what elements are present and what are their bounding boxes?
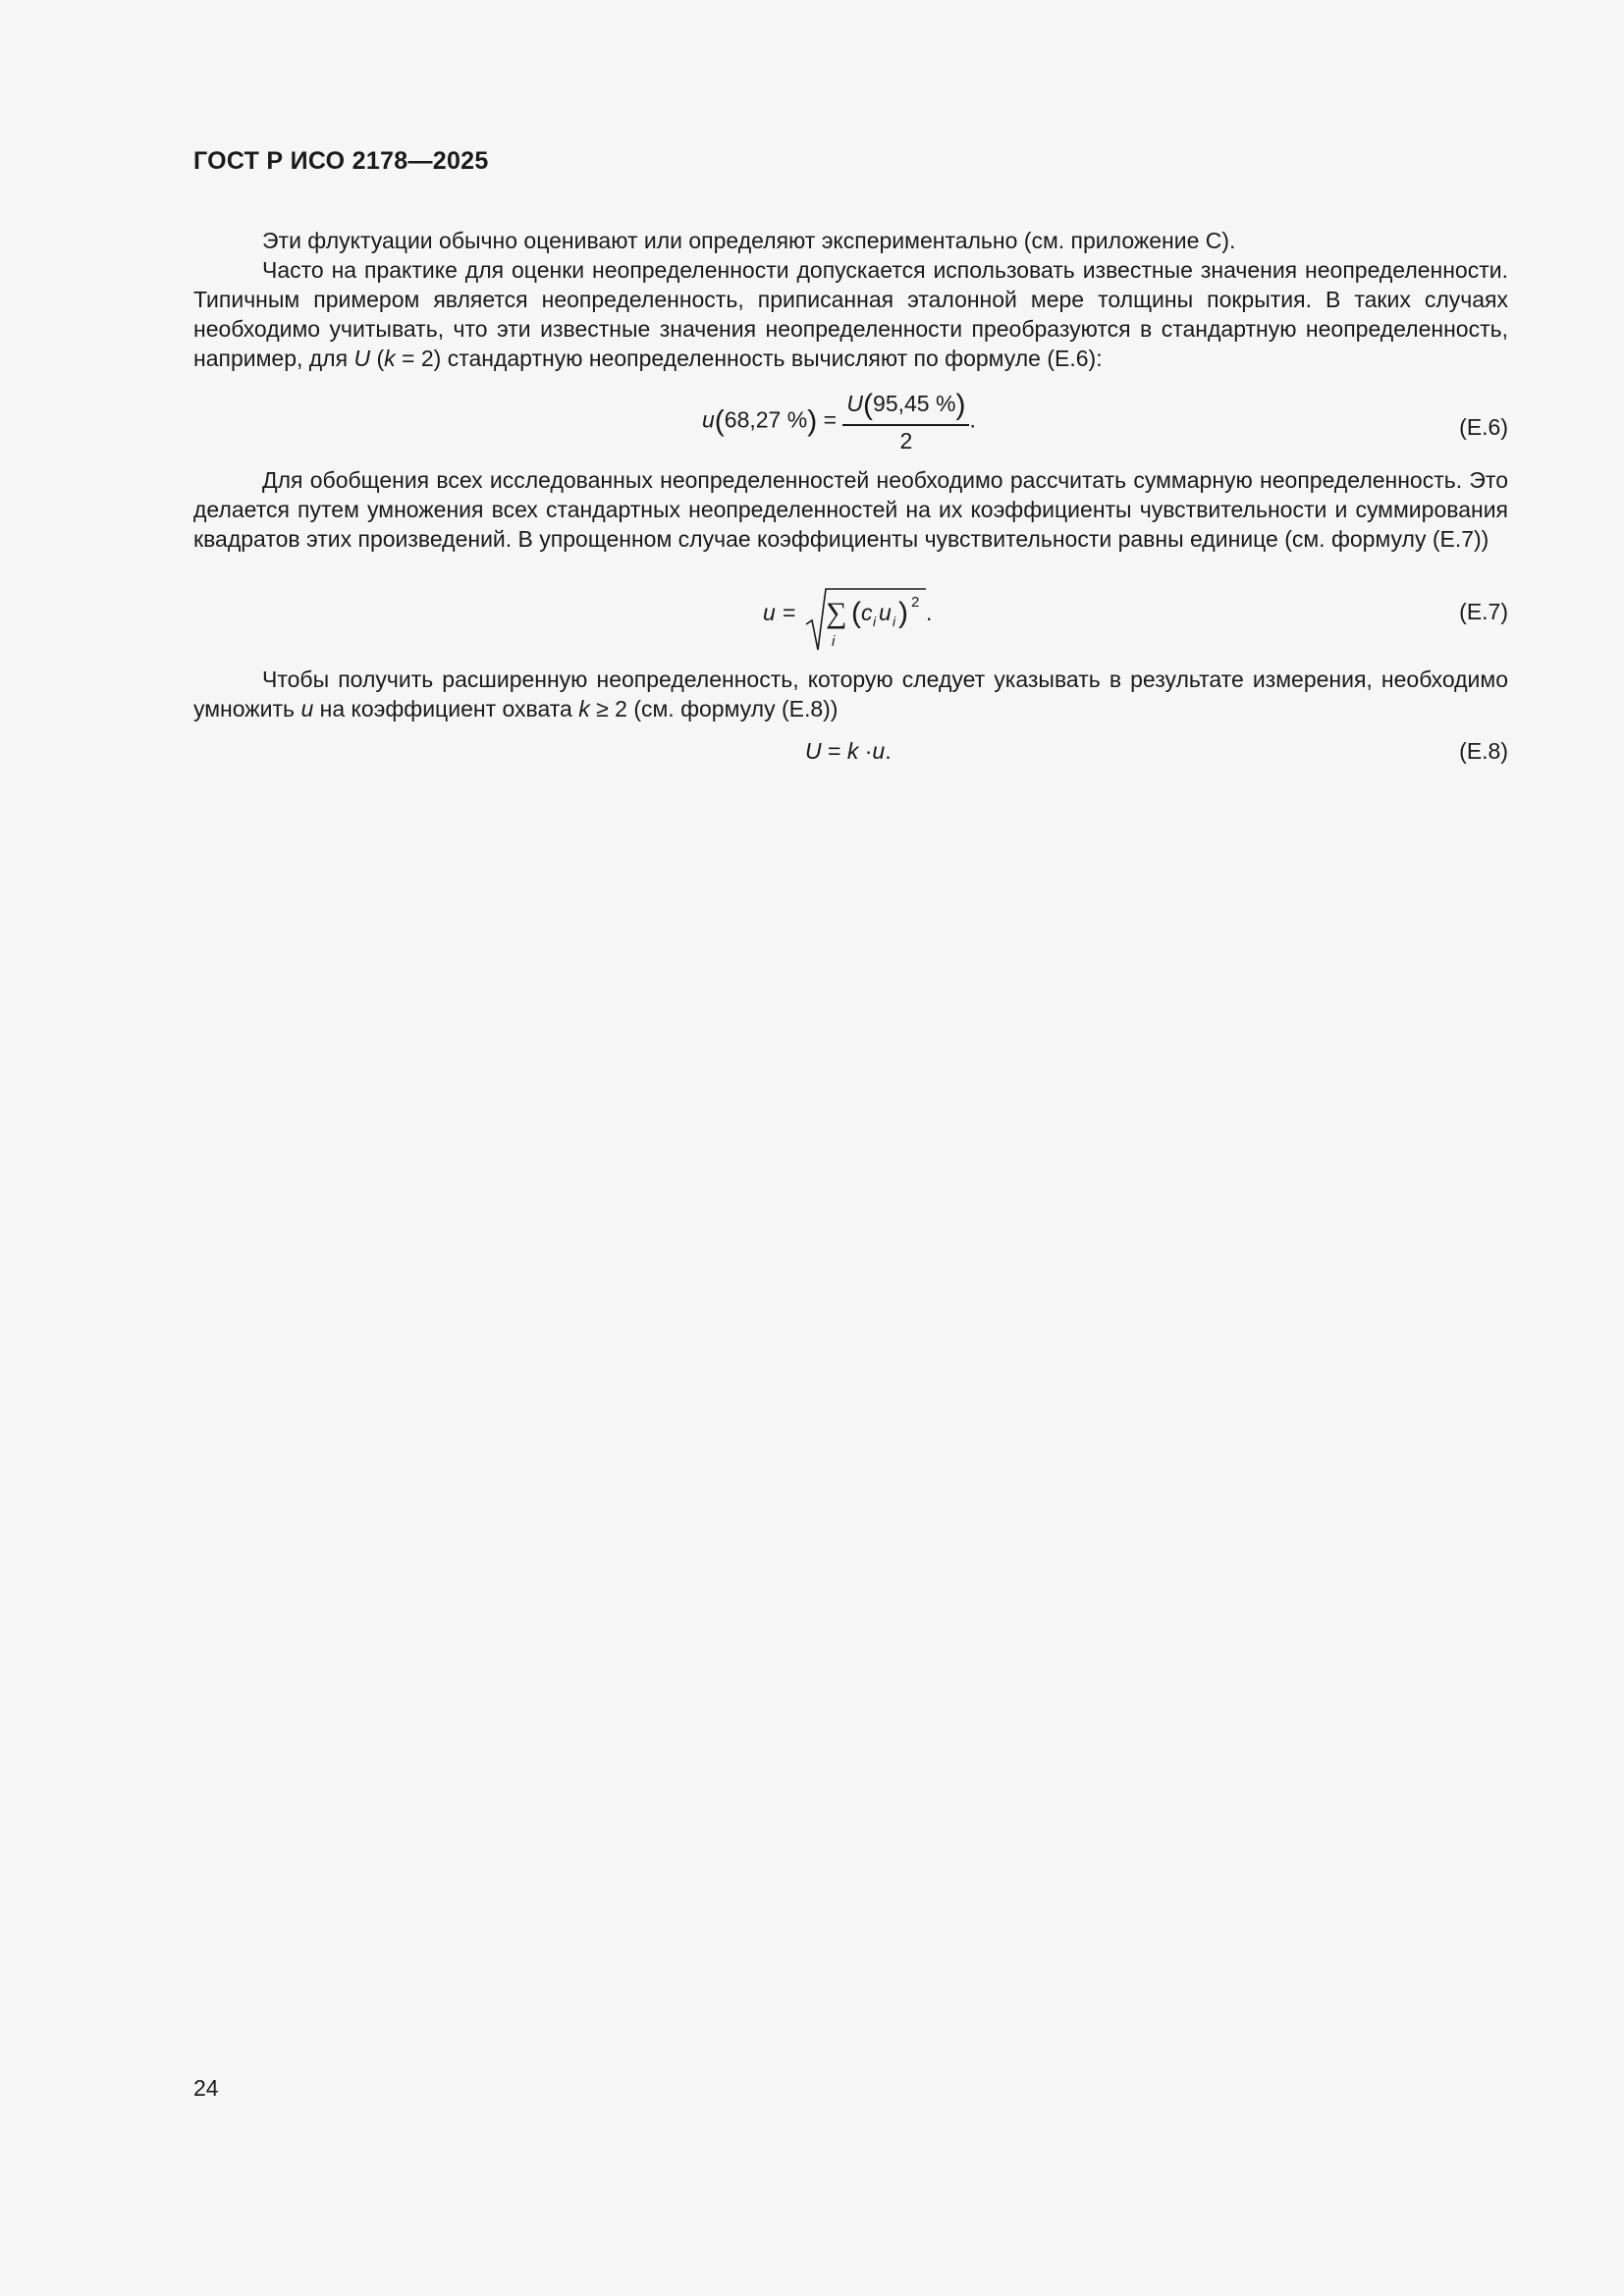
text-block-intro [193,226,1508,373]
text-block-summary [193,465,1508,554]
paren-close: ) [955,389,966,421]
paren-close: ) [807,404,818,438]
formula-e7 [763,583,940,654]
formula-e6-denominator: 2 [899,428,913,454]
formula-e8-equals: = [821,738,847,764]
formula-e6-num-var: U [846,391,864,416]
page-number: 24 [193,2075,219,2101]
formula-e8-label: (Е.8) [1459,738,1508,764]
formula-e8 [805,738,892,765]
power-two: 2 [911,594,920,611]
variable-u: u [300,696,314,721]
paren-close: ) [898,597,908,629]
formula-e6-end: . [969,406,976,433]
formula-e8-row [193,738,1508,770]
var-u-subscript: i [893,614,896,629]
paren-open: ( [863,389,874,421]
formula-e7-row [193,583,1508,654]
formula-e8-u: u [872,738,886,764]
formula-e6 [702,389,976,454]
sum-index: i [832,633,836,650]
variable-U: U [353,346,371,371]
paragraph-2-text-b: ( [370,346,385,371]
formula-e6-numerator [842,389,969,426]
paragraph-1: Эти флуктуации обычно оценивают или определяют экспериментально (см. приложение C). [262,228,1236,253]
var-c: c [861,600,873,625]
paren-open: ( [851,597,861,629]
paragraph-2-text-a: Часто на практике для оценки неопределенности допускается использовать известные значения неопределенности. Типичным примером является неопределенность, приписанная эталонной мере толщины покрытия. В таких случаях необходимо учитывать, что эти известные значения неопределенности преобразуются в стандартную неопределенность, например, для [193,257,1508,371]
formula-e8-dot: · [858,738,873,764]
formula-e7-label: (Е.7) [1459,599,1508,624]
formula-e7-end: . [926,600,933,625]
formula-e7-equals: = [783,600,796,625]
sum-symbol: ∑ [826,597,847,629]
paragraph-2-text-c: = 2) стандартную неопределенность вычисляют по формуле (Е.6): [395,346,1103,371]
var-u: u [879,600,892,625]
formula-e6-lhs-arg: 68,27 % [724,406,808,433]
paren-open: ( [714,404,725,438]
paragraph-4-text-c: ≥ 2 (см. формулу (Е.8)) [589,696,839,721]
formula-e7-lhs-var: u [763,600,776,625]
paragraph-4-text-b: на коэффициент охвата [313,696,579,721]
paragraph-3: Для обобщения всех исследованных неопределенностей необходимо рассчитать суммарную неопределенность. Это делается путем умножения всех стандартных неопределенностей на их коэффициенты чувствительности и суммирования квадратов этих произведений. В упрощенном случае коэффициенты чувствительности равны единице (см. формулу (Е.7)) [193,467,1508,552]
formula-e8-U: U [805,738,822,764]
paragraph-4-text-a: Чтобы получить расширенную неопределенность, которую следует указывать в результате измерения, необходимо умножить [193,667,1508,721]
formula-e8-k: k [846,738,859,764]
paragraph-4 [193,665,1508,723]
formula-e6-num-arg: 95,45 % [873,391,956,416]
variable-k: k [384,346,396,371]
text-block-expanded [193,665,1508,723]
page-header: ГОСТ Р ИСО 2178—2025 [193,147,489,175]
variable-k: k [578,696,590,721]
formula-e6-fraction [842,389,969,454]
formula-e6-row [193,389,1508,457]
formula-e6-equals: = [823,406,838,433]
var-c-subscript: i [873,614,877,629]
formula-e8-end: . [885,738,892,764]
formula-e6-lhs-var: u [702,406,715,433]
paragraph-2 [193,255,1508,373]
formula-e6-label: (Е.6) [1459,414,1508,440]
